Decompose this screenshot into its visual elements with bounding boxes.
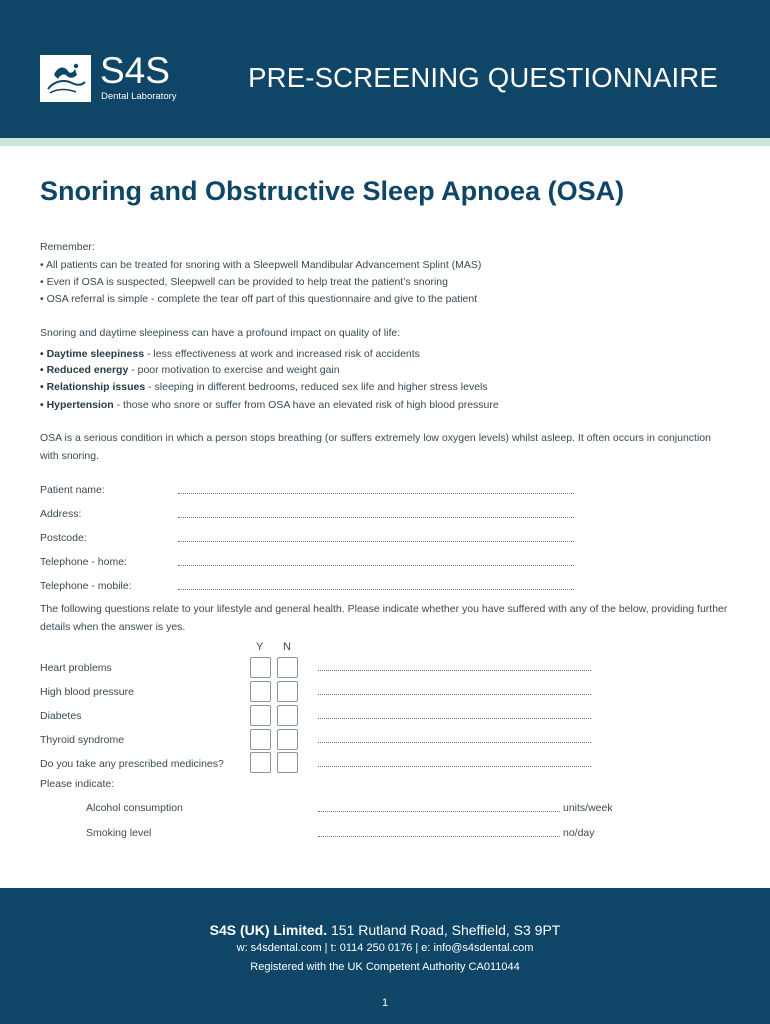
no-checkbox[interactable] <box>277 752 298 773</box>
impact-item-bold: • Hypertension <box>40 399 114 411</box>
question-label: Diabetes <box>40 710 82 722</box>
yes-checkbox[interactable] <box>250 752 271 773</box>
yes-checkbox[interactable] <box>250 681 271 702</box>
footer-contact: w: s4sdental.com | t: 0114 250 0176 | e: info@s4sdental.com <box>236 942 534 954</box>
smoking-label: Smoking level <box>86 827 152 839</box>
footer-address: 151 Rutland Road, Sheffield, S3 9PT <box>327 922 561 938</box>
footer-company: S4S (UK) Limited. <box>209 922 328 938</box>
page-number: 1 <box>381 997 389 1009</box>
no-checkbox[interactable] <box>277 705 298 726</box>
field-label-address: Address: <box>40 508 82 520</box>
impact-item-text: - sleeping in different bedrooms, reduced sex life and higher stress levels <box>145 381 488 393</box>
details-field[interactable] <box>318 742 591 743</box>
impact-item-bold: • Daytime sleepiness <box>40 348 145 360</box>
smoking-field[interactable] <box>318 836 560 837</box>
impact-item-text: - poor motivation to exercise and weight gain <box>128 364 340 376</box>
remember-item: • OSA referral is simple - complete the tear off part of this questionnaire and give to the patient <box>40 293 478 305</box>
yes-checkbox[interactable] <box>250 705 271 726</box>
footer-company-line <box>0 921 770 939</box>
please-indicate-label: Please indicate: <box>40 778 115 790</box>
field-label-telephone-mobile: Telephone - mobile: <box>40 580 132 592</box>
no-checkbox[interactable] <box>277 681 298 702</box>
impact-item-text: - those who snore or suffer from OSA have an elevated risk of high blood pressure <box>113 399 499 411</box>
question-label: Do you take any prescribed medicines? <box>40 758 224 770</box>
no-checkbox[interactable] <box>277 657 298 678</box>
osa-paragraph: OSA is a serious condition in which a person stops breathing (or suffers extremely low oxygen levels) whilst asleep. It often occurs in conjunction with snoring. <box>40 432 711 462</box>
details-field[interactable] <box>318 694 591 695</box>
no-column-header: N <box>283 641 291 653</box>
alcohol-field[interactable] <box>318 811 560 812</box>
question-label: Heart problems <box>40 662 112 674</box>
question-label: High blood pressure <box>40 686 134 698</box>
impact-item <box>40 379 488 396</box>
footer-registered: Registered with the UK Competent Authority CA011044 <box>250 961 520 973</box>
impact-item <box>40 397 499 414</box>
question-label: Thyroid syndrome <box>40 734 125 746</box>
no-checkbox[interactable] <box>277 729 298 750</box>
alcohol-unit: units/week <box>563 802 613 814</box>
remember-heading: Remember: <box>40 241 95 253</box>
field-label-patient-name: Patient name: <box>40 484 105 496</box>
telephone-mobile-field[interactable] <box>178 589 574 590</box>
yes-checkbox[interactable] <box>250 729 271 750</box>
page-title: Snoring and Obstructive Sleep Apnoea (OSA) <box>40 176 625 206</box>
impact-intro: Snoring and daytime sleepiness can have a profound impact on quality of life: <box>40 327 401 339</box>
postcode-field[interactable] <box>178 541 574 542</box>
patient-name-field[interactable] <box>178 493 574 494</box>
impact-item <box>40 362 340 379</box>
questions-intro: The following questions relate to your lifestyle and general health. Please indicate whether you have suffered with any of the below, providing further details when the answer is yes. <box>40 603 728 633</box>
field-label-telephone-home: Telephone - home: <box>40 556 127 568</box>
details-field[interactable] <box>318 718 591 719</box>
details-field[interactable] <box>318 670 591 671</box>
logo-text: S4S <box>100 50 170 91</box>
logo-subtitle: Dental Laboratory <box>101 91 177 102</box>
yes-column-header: Y <box>256 641 264 653</box>
details-field[interactable] <box>318 766 591 767</box>
address-field[interactable] <box>178 517 574 518</box>
header-stripe <box>0 138 770 146</box>
impact-item-bold: • Reduced energy <box>40 364 129 376</box>
telephone-home-field[interactable] <box>178 565 574 566</box>
impact-item <box>40 346 420 363</box>
smoking-unit: no/day <box>563 827 595 839</box>
header-bar <box>0 0 770 138</box>
header-title: PRE-SCREENING QUESTIONNAIRE <box>248 62 718 93</box>
field-label-postcode: Postcode: <box>40 532 87 544</box>
impact-item-text: - less effectiveness at work and increased risk of accidents <box>144 348 420 360</box>
remember-item: • All patients can be treated for snoring with a Sleepwell Mandibular Advancement Splint (MAS) <box>40 259 482 271</box>
yes-checkbox[interactable] <box>250 657 271 678</box>
impact-item-bold: • Relationship issues <box>40 381 146 393</box>
alcohol-label: Alcohol consumption <box>86 802 183 814</box>
footer <box>0 888 770 1024</box>
remember-item: • Even if OSA is suspected, Sleepwell can be provided to help treat the patient’s snoring <box>40 276 448 288</box>
